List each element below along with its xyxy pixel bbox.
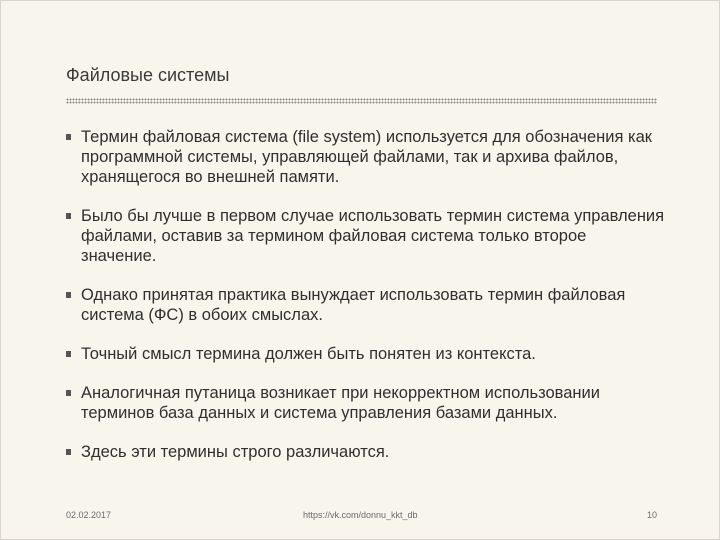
page-number: 10 [647, 510, 658, 520]
bullet-text: Термин файловая система (file system) используется для обозначения как программной системы, управляющей файлами, так и архива файлов, хранящегося во внешней памяти. [81, 128, 653, 186]
bullet-list [66, 127, 666, 481]
footer-date: 02.02.2017 [66, 510, 112, 520]
bullet-text: Было бы лучше в первом случае использовать термин система управления файлами, оставив за термином файловая система только второе значение. [81, 207, 665, 265]
square-bullet-icon [66, 213, 71, 219]
square-bullet-icon [66, 449, 71, 455]
square-bullet-icon [66, 292, 71, 298]
bullet-item [66, 442, 666, 462]
square-bullet-icon [66, 351, 71, 357]
title-divider [66, 98, 657, 104]
bullet-text: Здесь эти термины строго различаются. [81, 443, 390, 461]
slide-title: Файловые системы [66, 65, 230, 85]
square-bullet-icon [66, 134, 71, 140]
footer-url: https://vk.com/donnu_kkt_db [303, 510, 418, 520]
square-bullet-icon [66, 390, 71, 396]
bullet-item [66, 285, 666, 325]
bullet-item [66, 344, 666, 364]
bullet-text: Аналогичная путаница возникает при некорректном использовании терминов база данных и система управления базами данных. [81, 384, 600, 422]
bullet-item [66, 127, 666, 187]
bullet-text: Однако принятая практика вынуждает использовать термин файловая система (ФС) в обоих смыслах. [81, 286, 626, 324]
bullet-item [66, 206, 666, 266]
bullet-text: Точный смысл термина должен быть понятен из контекста. [81, 345, 536, 363]
bullet-item [66, 383, 666, 423]
